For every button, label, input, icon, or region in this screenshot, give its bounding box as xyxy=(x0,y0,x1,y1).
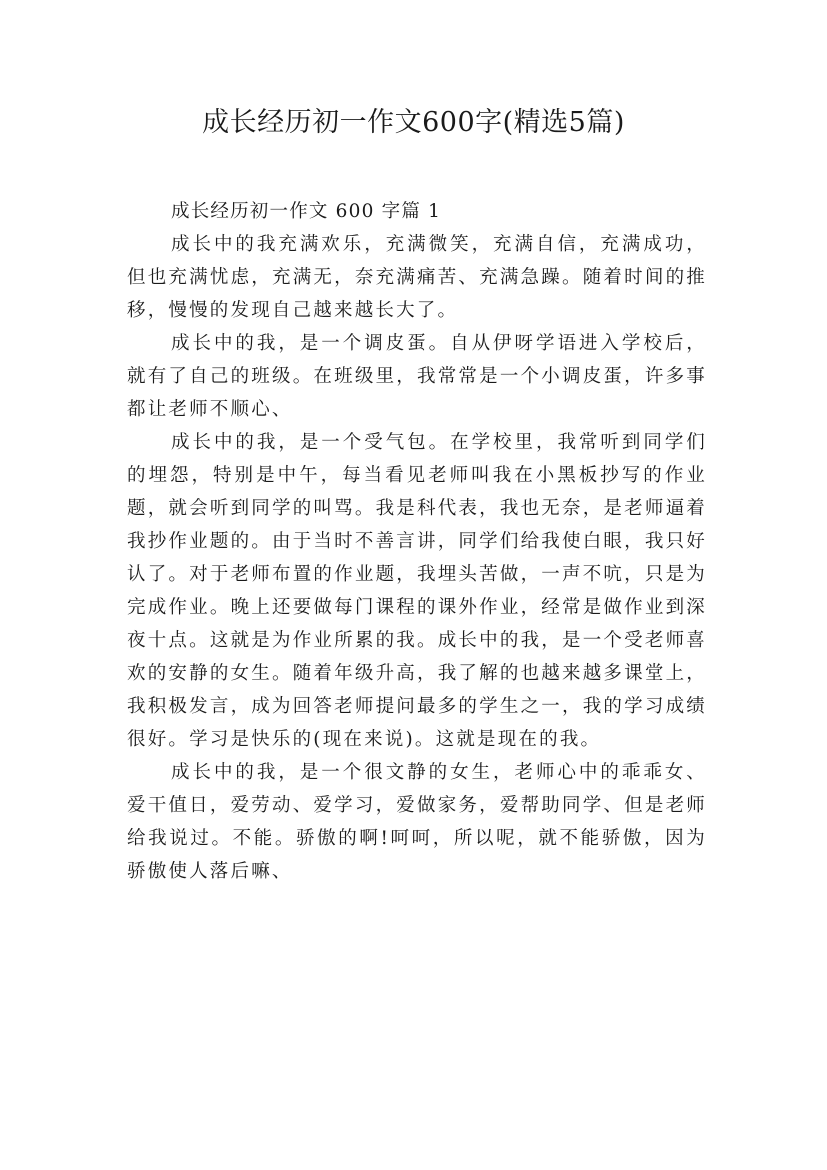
paragraph-1: 成长中的我充满欢乐，充满微笑，充满自信，充满成功，但也充满忧虑，充满无，奈充满痛苦、充满急躁。随着时间的推移，慢慢的发现自己越来越长大了。 xyxy=(127,234,707,321)
document-body xyxy=(127,195,707,888)
paragraph-3: 成长中的我，是一个受气包。在学校里，我常听到同学们的埋怨，特别是中午，每当看见老师叫我在小黑板抄写的作业题，就会听到同学的叫骂。我是科代表，我也无奈，是老师逼着我抄作业题的。由于当时不善言讲，同学们给我使白眼，我只好认了。对于老师布置的作业题，我埋头苦做，一声不吭，只是为完成作业。晚上还要做每门课程的课外作业，经常是做作业到深夜十点。这就是为作业所累的我。成长中的我，是一个受老师喜欢的安静的女生。随着年级升高，我了解的也越来越多课堂上，我积极发言，成为回答老师提问最多的学生之一，我的学习成绩很好。学习是快乐的(现在来说)。这就是现在的我。 xyxy=(127,432,707,750)
document-title: 成长经历初一作文600字(精选5篇) xyxy=(202,107,625,138)
paragraph-2: 成长中的我，是一个调皮蛋。自从伊呀学语进入学校后，就有了自己的班级。在班级里，我常常是一个小调皮蛋，许多事都让老师不顺心、 xyxy=(127,333,707,420)
section-heading: 成长经历初一作文 600 字篇 1 xyxy=(171,201,442,222)
paragraph-4: 成长中的我，是一个很文静的女生，老师心中的乖乖女、爱干值日，爱劳动、爱学习，爱做家务，爱帮助同学、但是老师给我说过。不能。骄傲的啊!呵呵，所以呢，就不能骄傲，因为骄傲使人落后嘛、 xyxy=(127,762,707,882)
